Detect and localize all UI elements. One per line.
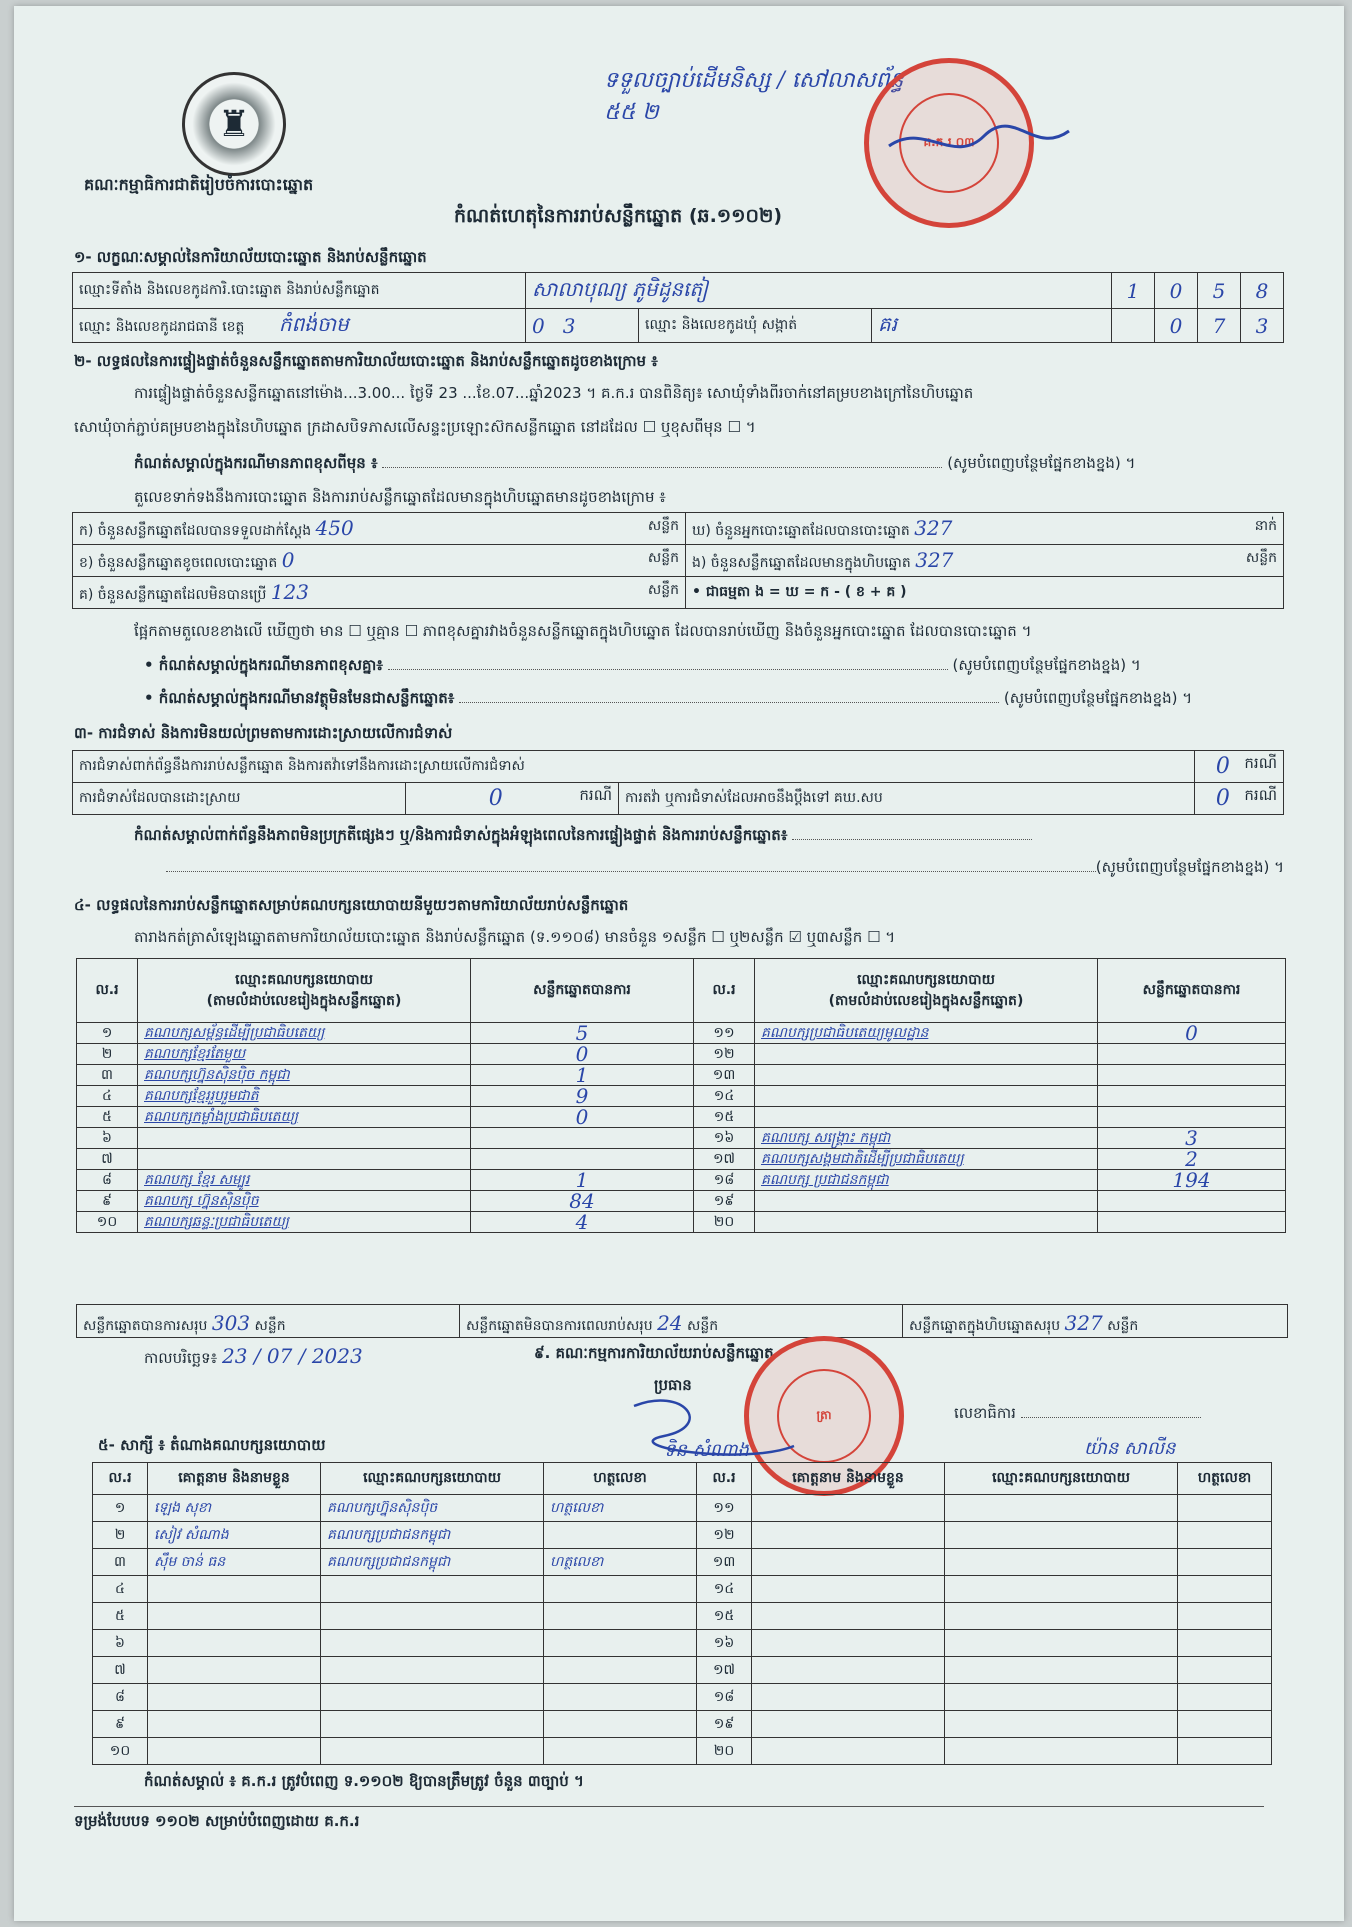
witness-name: [148, 1630, 321, 1657]
witness-row: [93, 1657, 1272, 1684]
section2-title: ២- លទ្ធផលនៃការផ្ទៀងផ្ទាត់ចំនួនសន្លឹកឆ្នោតតាមការិយាល័យបោះឆ្នោត និងរាប់សន្លឹកឆ្នោតដូចខាងក្រោម ៖: [74, 352, 658, 370]
ballot-count-table: ក) ចំនួនសន្លឹកឆ្នោតដែលបានទទួលដាក់ស្តែង 450 សន្លឹក ឃ) ចំនួនអ្នកបោះឆ្នោតដែលបានបោះឆ្នោត 327 នាក់ ខ) ចំនួនសន្លឹកឆ្នោតខូចពេលបោះឆ្នោត 0 សន្លឹក ង) ចំនួនសន្លឹកឆ្នោតដែលមានក្នុងហិបឆ្នោត 327 សន្លឹក គ) ចំនួនសន្លឹកឆ្នោតដែលមិនបានប្រើ 123 សន្លឹក • ជាធម្មតា ង = ឃ = ក - ( ខ + គ ): [72, 512, 1284, 609]
witness-name: [752, 1657, 945, 1684]
table-row: [77, 1065, 1286, 1086]
section1-table: [72, 272, 1284, 343]
witness-row: [93, 1549, 1272, 1576]
resolved-value: 0 ករណី: [406, 783, 619, 815]
witness-signature: [544, 1603, 697, 1630]
party-name: គណបក្ស ខ្មែរ សម្បូរ: [138, 1170, 471, 1191]
witness-name: ស៊ឹម ចាន់ ធន: [148, 1549, 321, 1576]
total-valid-value: 303: [211, 1311, 251, 1335]
row-no: ១៨: [697, 1684, 752, 1711]
witness-name: [752, 1603, 945, 1630]
footer-divider: [74, 1806, 1264, 1807]
row-no: ៥: [93, 1603, 148, 1630]
table-row: [77, 1044, 1286, 1065]
section4-title: ៤- លទ្ធផលនៃការរាប់សន្លឹកឆ្នោតសម្រាប់គណបក្សនយោបាយនីមួយៗតាមការិយាល័យរាប់សន្លឹកឆ្នោត: [74, 896, 629, 914]
witness-signature: [1178, 1522, 1272, 1549]
witness-party: [321, 1576, 544, 1603]
party-votes: [471, 1149, 694, 1170]
row-no: ៤: [77, 1086, 138, 1107]
party-name: គណបក្ស ប្រជាជនកម្ពុជា: [755, 1170, 1098, 1191]
party-name: គណបក្សឆន្ទៈប្រជាធិបតេយ្យ: [138, 1212, 471, 1233]
witness-party: [321, 1630, 544, 1657]
witness-signature: [544, 1522, 697, 1549]
witness-party: [945, 1657, 1178, 1684]
witness-name: [148, 1576, 321, 1603]
party-votes: 4: [471, 1212, 694, 1233]
row-no: ១៨: [694, 1170, 755, 1191]
witness-row: [93, 1711, 1272, 1738]
witness-name: [752, 1738, 945, 1765]
table-row: [77, 1212, 1286, 1233]
col-party: ឈ្មោះគណបក្សនយោបាយ (តាមលំដាប់លេខរៀងក្នុងសន្លឹកឆ្នោត): [755, 959, 1098, 1023]
witness-signature: [544, 1711, 697, 1738]
witness-signature: [1178, 1576, 1272, 1603]
witness-party: [945, 1522, 1178, 1549]
row-no: ២០: [697, 1738, 752, 1765]
witness-row: [93, 1630, 1272, 1657]
witness-row: [93, 1522, 1272, 1549]
row-no: ១៧: [694, 1149, 755, 1170]
table-row: [77, 1107, 1286, 1128]
chair-label: ប្រធាន: [654, 1376, 692, 1394]
witness-signature: [544, 1684, 697, 1711]
row-no: ៤: [93, 1576, 148, 1603]
objection-value: 0 ករណី: [1195, 751, 1284, 783]
witness-signature: ហត្ថលេខា: [544, 1549, 697, 1576]
province-value: កំពង់ចាម: [278, 311, 349, 336]
witness-party: [321, 1684, 544, 1711]
witness-party: [321, 1738, 544, 1765]
row-no: ១២: [697, 1522, 752, 1549]
party-name: [755, 1086, 1098, 1107]
province-label: ឈ្មោះ និងលេខកូដរាជធានី ខេត្ត កំពង់ចាម: [73, 309, 526, 343]
row-no: ១៩: [694, 1191, 755, 1212]
party-votes: [1098, 1191, 1286, 1212]
date-value: 23 / 07 / 2023: [222, 1344, 363, 1368]
row-no: ១៦: [697, 1630, 752, 1657]
witness-party: [321, 1711, 544, 1738]
witness-name: [752, 1711, 945, 1738]
witness-name: [148, 1738, 321, 1765]
section3-note-fill: (សូមបំពេញបន្ថែមផ្នែកខាងខ្នង) ។: [74, 858, 1284, 880]
table-row: [77, 1191, 1286, 1212]
witness-signature: [544, 1657, 697, 1684]
row-no: ១៧: [697, 1657, 752, 1684]
row-no: ១០: [77, 1212, 138, 1233]
party-votes: 9: [471, 1086, 694, 1107]
section1-title: ១- លក្ខណៈសម្គាល់នៃការិយាល័យបោះឆ្នោត និងរាប់សន្លឹកឆ្នោត: [74, 248, 427, 266]
party-votes: [1098, 1107, 1286, 1128]
table-row: [77, 1149, 1286, 1170]
witness-signature: [544, 1630, 697, 1657]
results-totals-row: សន្លឹកឆ្នោតបានការសរុប 303 សន្លឹក សន្លឹកឆ្នោតមិនបានការពេលរាប់សរុប 24 សន្លឹក សន្លឹកឆ្នោតក្នុងហិបឆ្នោតសរុប 327 សន្លឹក: [76, 1304, 1288, 1338]
section2-bullet2: • កំណត់សម្គាល់ក្នុងករណីមានវត្ថុមិនមែនជាសន្លឹកឆ្នោត៖ (សូមបំពេញបន្ថែមផ្នែកខាងខ្នង) ។: [144, 689, 1193, 707]
witness-signature: [1178, 1684, 1272, 1711]
witness-name: [148, 1603, 321, 1630]
witness-party: [945, 1684, 1178, 1711]
party-name: គណបក្សខ្មែររួបរួមជាតិ: [138, 1086, 471, 1107]
row-no: ១៣: [694, 1065, 755, 1086]
chair-name: ទិន សំណាង: [664, 1440, 749, 1461]
party-name: គណបក្សសម្ព័ន្ធដើម្បីប្រជាធិបតេយ្យ: [138, 1023, 471, 1044]
row-no: ១១: [697, 1495, 752, 1522]
party-name: [138, 1128, 471, 1149]
party-votes: [1098, 1086, 1286, 1107]
witness-party: [321, 1603, 544, 1630]
table-row: [77, 1086, 1286, 1107]
party-votes: 1: [471, 1170, 694, 1191]
party-votes: 84: [471, 1191, 694, 1212]
row-no: ៦: [77, 1128, 138, 1149]
row-no: ១៤: [697, 1576, 752, 1603]
section5-note: កំណត់សម្គាល់ ៖ គ.ក.រ ត្រូវបំពេញ ទ.១១០២ ឱ្យបានត្រឹមត្រូវ ចំនួន ៣ច្បាប់ ។: [144, 1772, 584, 1790]
section4-intro: តារាងកត់ត្រាសំឡេងឆ្នោតតាមការិយាល័យបោះឆ្នោត និងរាប់សន្លឹកឆ្នោត (ទ.១១០៨) មានចំនួន ១សន្លឹក ☐ ឬ២សន្លឹក ☑ ឬ៣សន្លឹក ☐ ។: [134, 928, 896, 946]
witness-signature: [1178, 1657, 1272, 1684]
formula-text: • ជាធម្មតា ង = ឃ = ក - ( ខ + គ ): [686, 577, 1284, 609]
section2-para2: សោឃុំចាក់ភ្ជាប់គម្របខាងក្នុងនៃហិបឆ្នោត ក្រដាសបិទភាសលើសន្ទះប្រឡោះស៊កសន្លឹកឆ្នោត នៅដដែល ☐ ឬខុសពីមុន ☐ ។: [74, 418, 756, 436]
witness-row: [93, 1738, 1272, 1765]
witness-name: [752, 1549, 945, 1576]
total-box-value: 327: [1064, 1311, 1103, 1335]
code-digit: 8: [1241, 273, 1284, 309]
party-votes: [1098, 1065, 1286, 1086]
row-no: ៧: [93, 1657, 148, 1684]
party-name: គណបក្សកម្លាំងប្រជាធិបតេយ្យ: [138, 1107, 471, 1128]
row-no: ៨: [93, 1684, 148, 1711]
code-digit: 0: [1155, 273, 1198, 309]
section2-para4: ផ្អែកតាមតួលេខខាងលើ ឃើញថា មាន ☐ ឬគ្មាន ☐ ភាពខុសគ្នារវាងចំនួនសន្លឹកឆ្នោតក្នុងហិបឆ្នោត ដែលបានរាប់ឃើញ និងចំនួនអ្នកបោះឆ្នោត ដែលបានបោះឆ្នោត ។: [134, 622, 1032, 640]
witness-signature: [1178, 1738, 1272, 1765]
col-votes: សន្លឹកឆ្នោតបានការ: [471, 959, 694, 1023]
section2-para1: ការផ្ទៀងផ្ទាត់ចំនួនសន្លឹកឆ្នោតនៅម៉ោង...3.00... ថ្ងៃទី 23 ...ខែ.07...ឆ្នាំ2023 ។ គ.ក.រ បានពិនិត្យ៖ សោឃុំទាំងពីរចាក់នៅគម្របខាងក្រៅនៃហិបឆ្នោត: [134, 384, 974, 402]
party-votes: [1098, 1212, 1286, 1233]
row-no: ១៤: [694, 1086, 755, 1107]
code-digit: 3: [1241, 309, 1284, 343]
nec-emblem-icon: ♜: [182, 72, 286, 176]
footer-text: ទម្រង់បែបបទ ១១០២ សម្រាប់បំពេញដោយ គ.ក.រ: [74, 1812, 360, 1830]
form-title: កំណត់ហេតុនៃការរាប់សន្លឹកឆ្នោត (ឆ.១១០២): [454, 205, 783, 227]
witness-row: [93, 1603, 1272, 1630]
section2-para3: តួលេខទាក់ទងនឹងការបោះឆ្នោត និងការរាប់សន្លឹកឆ្នោតដែលមានក្នុងហិបឆ្នោតមានដូចខាងក្រោម ៖: [134, 488, 666, 506]
witness-name: [752, 1630, 945, 1657]
row-no: ៨: [77, 1170, 138, 1191]
row-no: ១១: [694, 1023, 755, 1044]
witness-signature: [1178, 1603, 1272, 1630]
date-line: កាលបរិច្ឆេទ៖ 23 / 07 / 2023: [144, 1344, 363, 1368]
location-value: សាលាបុណ្យ ភូមិដូនតៀ: [526, 273, 1112, 309]
witness-party: [945, 1495, 1178, 1522]
party-name: គណបក្សប្រជាធិបតេយ្យមូលដ្ឋាន: [755, 1023, 1098, 1044]
unused-ballots-value: 123: [270, 579, 310, 604]
counting-committee-label: ៩. គណៈកម្មការការិយាល័យរាប់សន្លឹកឆ្នោត: [534, 1344, 774, 1362]
row-no: ៣: [93, 1549, 148, 1576]
witness-party: គណបក្សប្រជាជនកម្ពុជា: [321, 1522, 544, 1549]
party-votes: 2: [1098, 1149, 1286, 1170]
party-name: [755, 1065, 1098, 1086]
row-no: ៩: [77, 1191, 138, 1212]
party-name: គណបក្សហ្វ៊ុនស៊ិនប៉ិច កម្ពុជា: [138, 1065, 471, 1086]
party-name: គណបក្សខ្មែរតែមួយ: [138, 1044, 471, 1065]
committee-name: គណៈកម្មាធិការជាតិរៀបចំការបោះឆ្នោត: [84, 175, 314, 194]
code-digit: 7: [1198, 309, 1241, 343]
party-name: [755, 1107, 1098, 1128]
party-votes: 0: [471, 1044, 694, 1065]
row-no: ១៩: [697, 1711, 752, 1738]
received-ballots-value: 450: [315, 515, 354, 540]
code-digit: 0: [1155, 309, 1198, 343]
row-no: ៣: [77, 1065, 138, 1086]
witness-signature: ហត្ថលេខា: [544, 1495, 697, 1522]
party-votes: 3: [1098, 1128, 1286, 1149]
row-no: ២០: [694, 1212, 755, 1233]
official-stamp-top: គ.ក.រ ០៣: [864, 58, 1034, 228]
row-no: ៥: [77, 1107, 138, 1128]
resolved-label: ការជំទាស់ដែលបានដោះស្រាយ: [73, 783, 406, 815]
commune-label: ឈ្មោះ និងលេខកូដឃុំ សង្កាត់: [639, 309, 872, 343]
witness-signature: [1178, 1630, 1272, 1657]
row-no: ១៥: [694, 1107, 755, 1128]
witness-name: [148, 1684, 321, 1711]
col-party: ឈ្មោះគណបក្សនយោបាយ (តាមលំដាប់លេខរៀងក្នុងសន្លឹកឆ្នោត): [138, 959, 471, 1023]
party-name: [755, 1044, 1098, 1065]
table-row: [77, 1128, 1286, 1149]
secretary-line: លេខាធិការ: [954, 1404, 1201, 1426]
witness-row: [93, 1684, 1272, 1711]
witness-row: [93, 1576, 1272, 1603]
row-no: ១៣: [697, 1549, 752, 1576]
party-name: គណបក្ស ហ្វ៊ុនស៊ិនប៉ិច: [138, 1191, 471, 1212]
witness-row: [93, 1495, 1272, 1522]
row-no: ១: [93, 1495, 148, 1522]
col-votes: សន្លឹកឆ្នោតបានការ: [1098, 959, 1286, 1023]
party-votes: 5: [471, 1023, 694, 1044]
code-digit: 5: [1198, 273, 1241, 309]
row-no: ៧: [77, 1149, 138, 1170]
form-sheet: [14, 6, 1344, 1921]
party-name: [138, 1149, 471, 1170]
row-no: ១២: [694, 1044, 755, 1065]
section3-note: កំណត់សម្គាល់ពាក់ព័ន្ធនឹងភាពមិនប្រក្រតីផ្សេងៗ ឬ/និងការជំទាស់ក្នុងអំឡុងពេលនៃការផ្ទៀងផ្ទាត់ និងការរាប់សន្លឹកឆ្នោត៖: [134, 826, 1284, 848]
witness-signature: [544, 1738, 697, 1765]
witness-party: [945, 1630, 1178, 1657]
party-votes: 194: [1098, 1170, 1286, 1191]
witness-name: [752, 1495, 945, 1522]
row-no: ១០: [93, 1738, 148, 1765]
witness-signature: [544, 1576, 697, 1603]
witness-party: [945, 1576, 1178, 1603]
row-no: ១: [77, 1023, 138, 1044]
party-votes: 1: [471, 1065, 694, 1086]
witness-signature: [1178, 1495, 1272, 1522]
witness-party: [945, 1549, 1178, 1576]
ballots-in-box-value: 327: [915, 547, 954, 572]
witness-name: [148, 1657, 321, 1684]
official-stamp-middle: ត្រា: [744, 1336, 904, 1496]
spoiled-ballots-value: 0: [281, 547, 295, 572]
col-no: ល.រ: [77, 959, 138, 1023]
witness-name: [752, 1522, 945, 1549]
handwritten-top-note: ទទួលច្បាប់ដើមនិស្ស / សៅលាសព័ន្ធ ៥៥ ២: [604, 68, 904, 125]
witness-party: គណបក្សប្រជាជនកម្ពុជា: [321, 1549, 544, 1576]
row-no: ២: [77, 1044, 138, 1065]
row-no: ៦: [93, 1630, 148, 1657]
party-name: គណបក្ស សង្គ្រោះ កម្ពុជា: [755, 1128, 1098, 1149]
code-digit: 1: [1112, 273, 1155, 309]
row-no: ៩: [93, 1711, 148, 1738]
witness-name: ឡេង សុខា: [148, 1495, 321, 1522]
location-label: ឈ្មោះទីតាំង និងលេខកូដការិ.បោះឆ្នោត និងរាប់សន្លឹកឆ្នោត: [73, 273, 526, 309]
party-name: [755, 1212, 1098, 1233]
witness-name: [148, 1711, 321, 1738]
objections-table: [72, 750, 1284, 815]
signature-top: [884, 116, 1074, 166]
row-no: ១៦: [694, 1128, 755, 1149]
party-votes: [1098, 1044, 1286, 1065]
secretary-name: យ៉ាន សាលីន: [1084, 1438, 1176, 1459]
party-votes: 0: [1098, 1023, 1286, 1044]
province-code: 0 3: [526, 309, 639, 343]
witness-name: [752, 1576, 945, 1603]
party-votes: 0: [471, 1107, 694, 1128]
witness-signature: [1178, 1549, 1272, 1576]
witness-party: [321, 1657, 544, 1684]
witness-name: [752, 1684, 945, 1711]
witness-table: ល.រ គោត្តនាម និងនាមខ្លួន ឈ្មោះគណបក្សនយោបាយ ហត្ថលេខា ល.រ គោត្តនាម និងនាមខ្លួន ឈ្មោះគណបក្សនយោបាយ ហត្ថលេខា ១ ឡេង សុខា គណបក្សហ្វ៊ុនស៊ិនប៉ិច ហត្ថលេខា ១១ ២ សៀវ សំណាង គណបក្សប្រជាជនកម្ពុជា ១២ ៣ ស៊ឹម ចាន់ ធន គណបក្សប្រជាជនកម្ពុជា ហត្ថលេខា ១៣ ៤ ១៤ ៥ ១៥ ៦ ១៦ ៧ ១៧ ៨ ១៨ ៩ ១៩ ១០ ២០: [92, 1462, 1272, 1765]
objection-label: ការជំទាស់ពាក់ព័ន្ធនឹងការរាប់សន្លឹកឆ្នោត និងការតវ៉ាទៅនឹងការដោះស្រាយលើការជំទាស់: [73, 751, 1195, 783]
voters-value: 327: [914, 515, 953, 540]
section3-title: ៣- ការជំទាស់ និងការមិនយល់ព្រមតាមការដោះស្រាយលើការជំទាស់: [74, 724, 453, 742]
commune-value: គរ: [872, 309, 1112, 343]
section2-note1: កំណត់សម្គាល់ក្នុងករណីមានភាពខុសពីមុន ៖ (សូមបំពេញបន្ថែមផ្នែកខាងខ្នង) ។: [134, 454, 1136, 472]
appeal-label: ការតវ៉ា ឬការជំទាស់ដែលអាចនឹងប្តឹងទៅ គឃ.សប: [619, 783, 1195, 815]
party-votes: [471, 1128, 694, 1149]
witness-party: គណបក្សហ្វ៊ុនស៊ិនប៉ិច: [321, 1495, 544, 1522]
section2-bullet1: • កំណត់សម្គាល់ក្នុងករណីមានភាពខុសគ្នា៖ (សូមបំពេញបន្ថែមផ្នែកខាងខ្នង) ។: [144, 656, 1141, 674]
witness-name: សៀវ សំណាង: [148, 1522, 321, 1549]
table-row: [77, 1023, 1286, 1044]
witness-signature: [1178, 1711, 1272, 1738]
witness-party: [945, 1738, 1178, 1765]
col-no: ល.រ: [694, 959, 755, 1023]
table-row: [77, 1170, 1286, 1191]
witness-party: [945, 1603, 1178, 1630]
total-invalid-value: 24: [657, 1311, 683, 1335]
section5-title: ៥- សាក្សី ៖ តំណាងគណបក្សនយោបាយ: [98, 1436, 326, 1454]
appeal-value: 0 ករណី: [1195, 783, 1284, 815]
party-name: គណបក្សសង្គមជាតិដើម្បីប្រជាធិបតេយ្យ: [755, 1149, 1098, 1170]
row-no: ២: [93, 1522, 148, 1549]
row-no: ១៥: [697, 1603, 752, 1630]
party-results-table: [76, 958, 1286, 1233]
witness-party: [945, 1711, 1178, 1738]
party-name: [755, 1191, 1098, 1212]
